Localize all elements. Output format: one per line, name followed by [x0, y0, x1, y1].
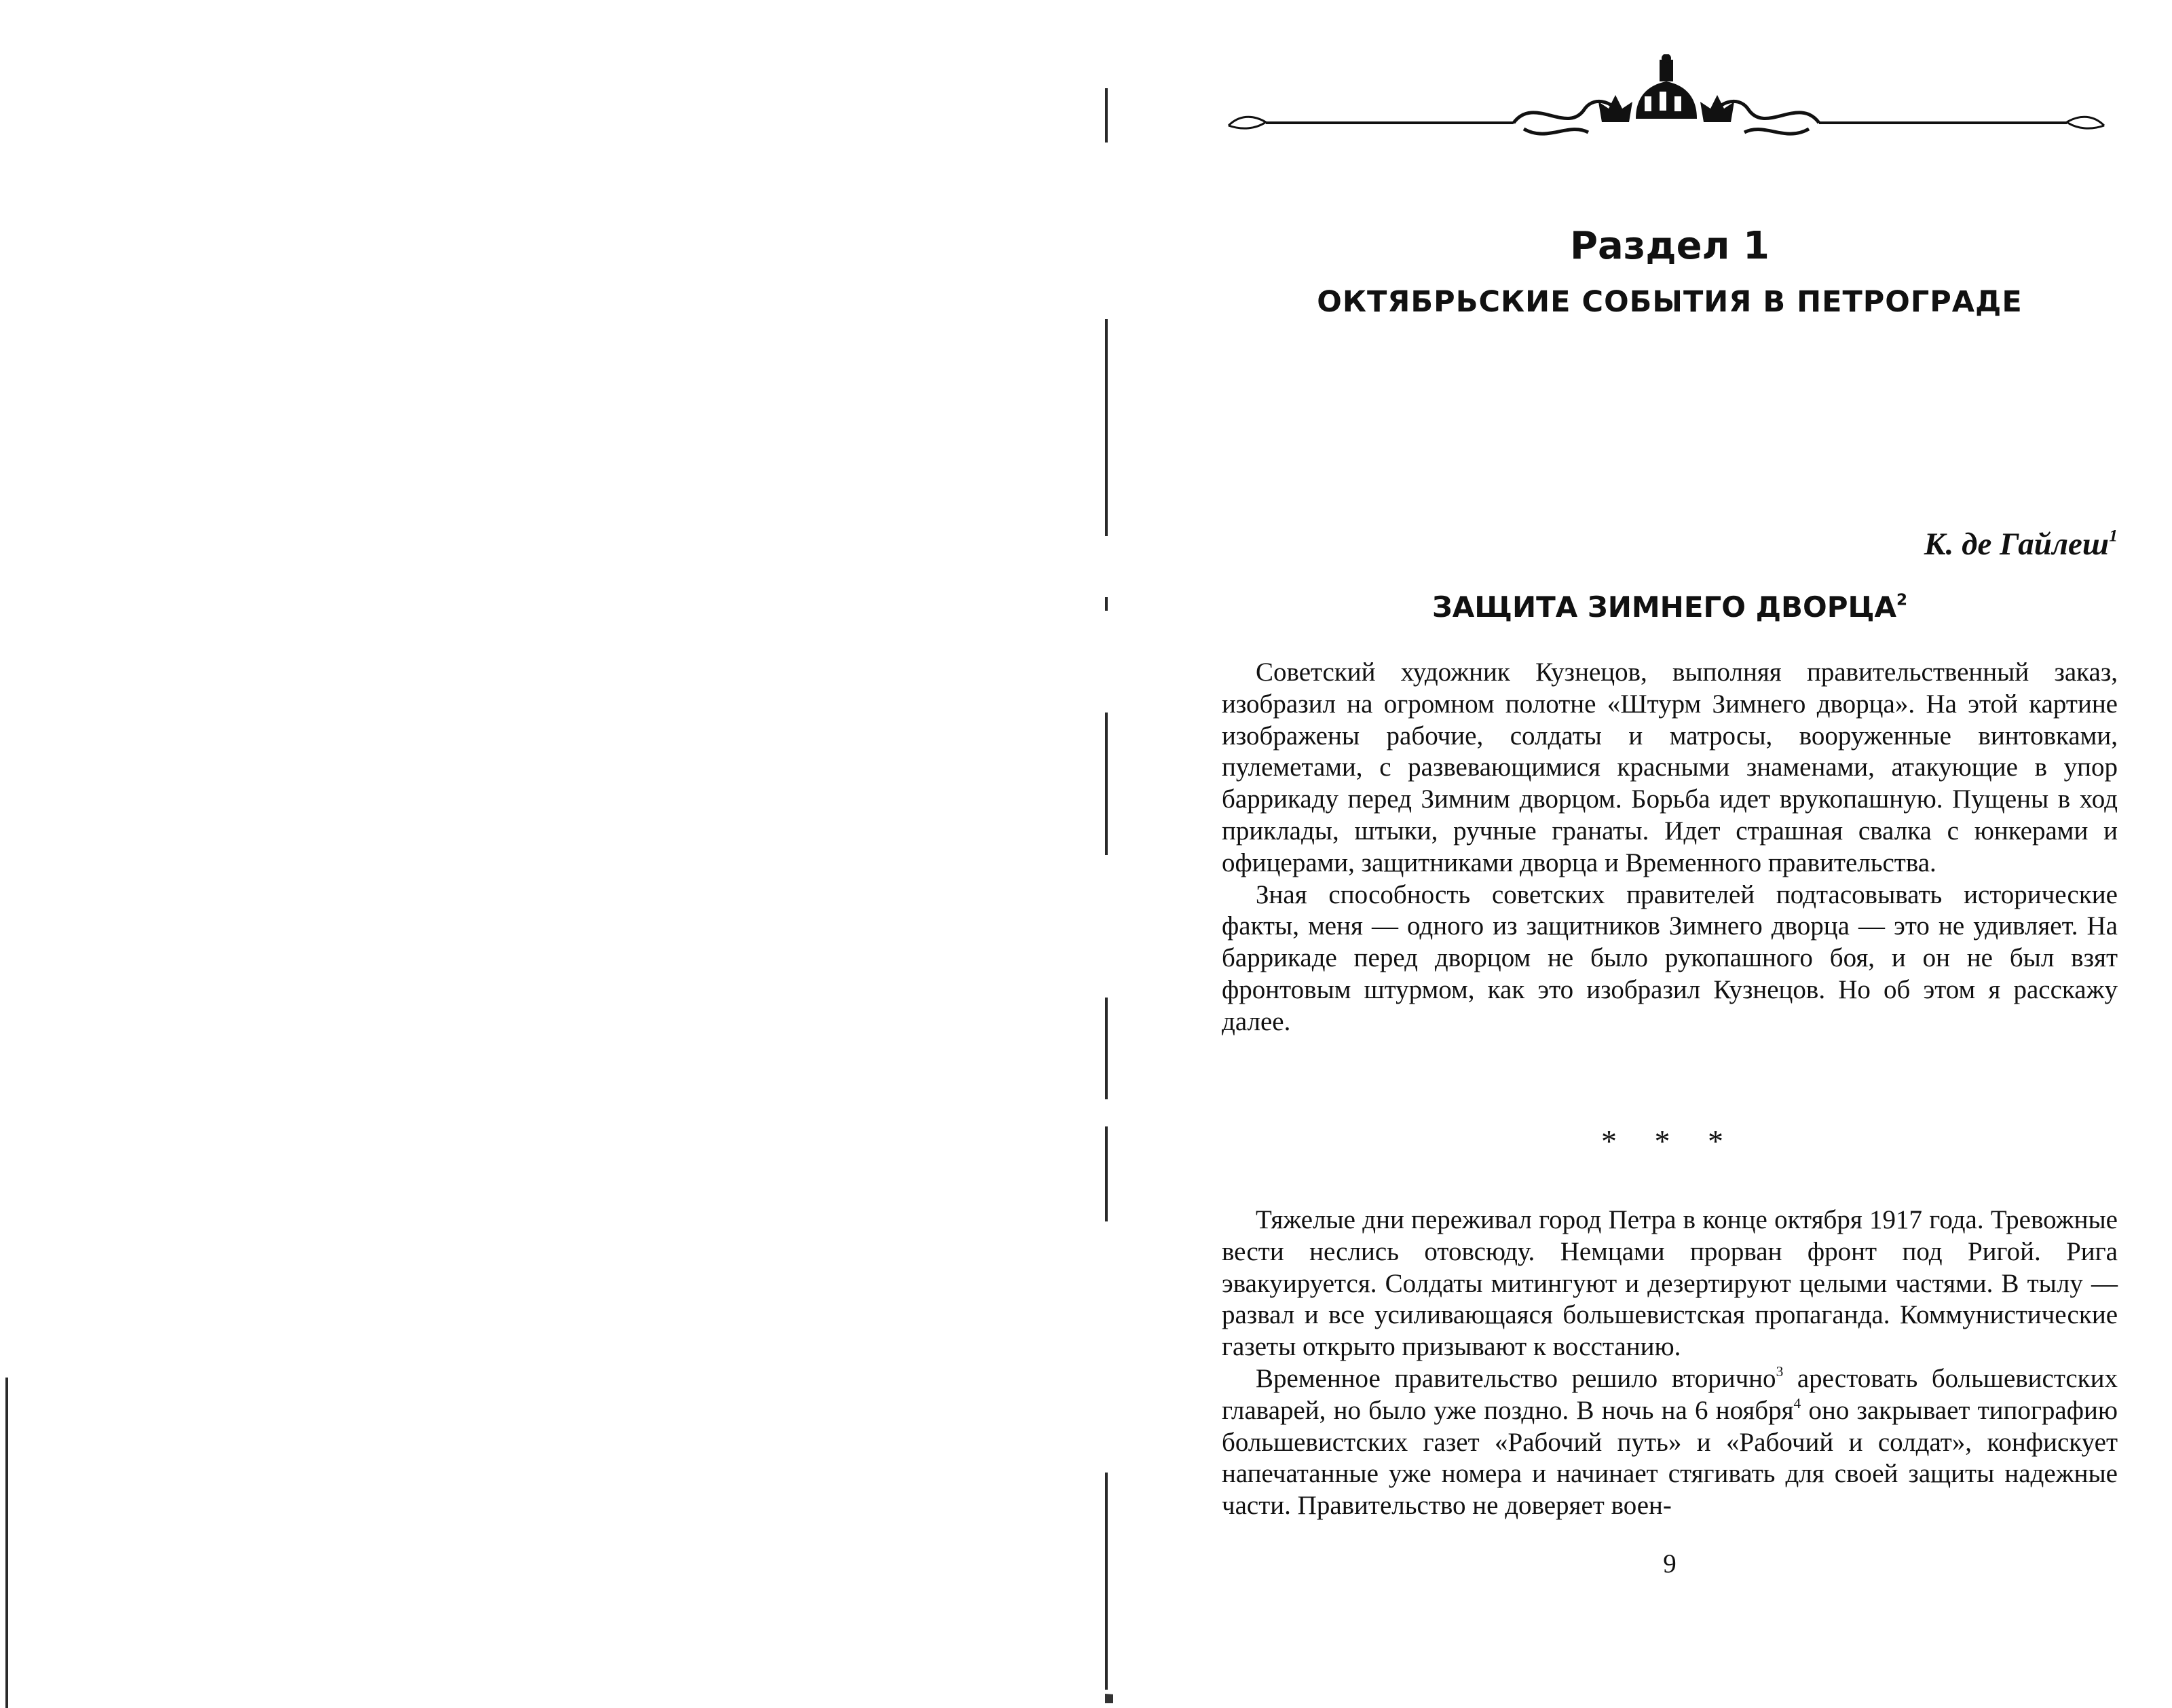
gutter-line: [1105, 88, 1108, 143]
left-page-scan-edge: [5, 1378, 8, 1708]
main-text: [1222, 1204, 2118, 1522]
section-title: Раздел 1: [1569, 224, 1770, 268]
footnote-marker: 1: [2109, 525, 2118, 546]
article-title: [1222, 590, 2118, 624]
right-page: [1113, 0, 2172, 1708]
paragraph-part: арестовать большевистских главарей, но было уже поздно. В ночь на 6 ноября: [1222, 1363, 2118, 1425]
intro-text: [1222, 657, 2118, 1038]
paragraph-part: оно закрывает типографию большевистских газет «Рабочий путь» и «Рабочий и солдат», конфискует напечатанные уже номера и начинает стягивать для своей защиты надежные части. Правительство не доверяет воен-: [1222, 1395, 2118, 1521]
gutter-line: [1105, 1473, 1108, 1690]
author-name-text: К. де Гайлеш: [1924, 527, 2110, 562]
footnote-marker: 3: [1776, 1363, 1784, 1380]
gutter-line: [1105, 713, 1108, 855]
gutter-line: [1105, 319, 1108, 536]
paragraph: [1222, 1363, 2118, 1522]
footnote-marker: 4: [1793, 1394, 1801, 1411]
paragraph-part: Временное правительство решило вторично: [1256, 1363, 1776, 1393]
footnote-marker: 2: [1896, 591, 1908, 609]
section-subtitle: ОКТЯБРЬСКИЕ СОБЫТИЯ В ПЕТРОГРАДЕ: [1317, 285, 2023, 319]
paragraph: Советский художник Кузнецов, выполняя правительственный заказ, изобразил на огромном полотне «Штурм Зимнего дворца». На этой картине изображены рабочие, солдаты и матросы, вооруженные винтовками, пулеметами, с развевающимися красными знаменами, атакующие в упор баррикаду перед Зимним дворцом. Борьба идет врукопашную. Пущены в ход приклады, штыки, ручные гранаты. Идет страшная свалка с юнкерами и офицерами, защитниками дворца и Временного правительства.: [1222, 658, 2118, 877]
gutter-line: [1105, 1126, 1108, 1221]
paragraph: Зная способность советских правителей подтасовывать исторические факты, меня — одного из защитников Зимнего дворца — это не удивляет. На баррикаде перед дворцом не было рукопашного боя, и он не был взят фронтовым штурмом, как это изобразил Кузнецов. Но об этом я расскажу далее.: [1222, 879, 2118, 1036]
gutter-line: [1105, 597, 1108, 611]
crowns-and-ribbons-ornament-icon: [1215, 54, 2118, 149]
article-title-text: ЗАЩИТА ЗИМНЕГО ДВОРЦА: [1431, 590, 1896, 624]
author-name: [1924, 526, 2118, 563]
paragraph: Тяжелые дни переживал город Петра в конце октября 1917 года. Тревожные вести неслись отовсюду. Немцами прорван фронт под Ригой. Рига эвакуируется. Солдаты митингуют и дезертируют целыми частями. В тылу — развал и все усиливающаяся большевистская пропаганда. Коммунистические газеты открыто призывают к восстанию.: [1222, 1205, 2118, 1362]
gutter-line: [1105, 998, 1108, 1099]
page-number: 9: [1663, 1549, 1677, 1578]
section-separator: * * *: [1601, 1124, 1738, 1158]
